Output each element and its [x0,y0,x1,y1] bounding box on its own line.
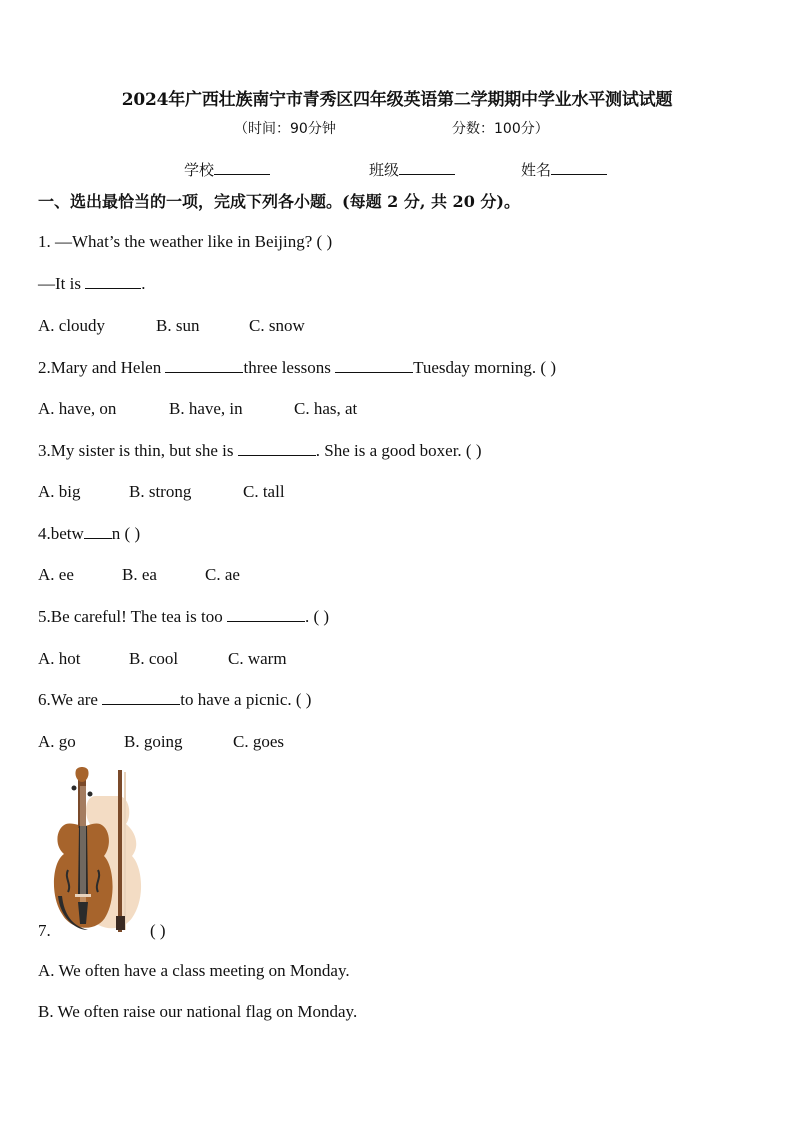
option-c: C. has, at [294,399,358,418]
section-heading: 一、选出最恰当的一项，完成下列各小题。(每题 2 分, 共 20 分)。 [38,192,520,211]
option-c: C. goes [233,732,284,751]
tuning-peg [72,786,77,791]
question-7-number: 7. [38,921,51,940]
option-c: C. tall [243,482,285,501]
question-7-option-a: A. We often have a class meeting on Monday. [38,961,350,980]
school-blank [214,160,270,175]
school-field [184,159,270,180]
option-a: A. ee [38,565,74,584]
bow-frog [116,916,125,930]
option-b: B. strong [129,482,192,501]
answer-blank [165,358,243,373]
bow-stick [118,770,122,932]
answer-blank [335,358,413,373]
time-info: （时间：90分钟 [234,121,336,137]
option-a: A. big [38,482,81,501]
option-c: C. ae [205,565,240,584]
answer-blank [227,607,305,622]
name-label: 姓名 [521,161,552,179]
question-7-paren: ( ) [150,921,166,940]
answer-blank [84,524,112,539]
option-c: C. warm [228,649,287,668]
option-b: B. cool [129,649,179,668]
option-a: A. go [38,732,76,751]
question-3-stem: 3.My sister is thin, but she is . She is a good boxer. ( ) [38,441,482,460]
option-a: A. have, on [38,399,117,418]
score-info: 分数：100分） [452,121,549,137]
tuning-peg [88,792,93,797]
violin-bridge [75,894,91,897]
option-a: A. cloudy [38,316,106,335]
option-c: C. snow [249,316,305,335]
class-field [369,159,455,180]
question-1-options [38,316,438,338]
question-1-line2: —It is . [38,274,146,293]
question-2-stem: 2.Mary and Helen three lessons Tuesday morning. ( ) [38,358,556,377]
violin-scroll [75,767,88,782]
answer-blank [102,690,180,705]
school-label: 学校 [184,161,215,179]
option-b: B. sun [156,316,200,335]
question-6-options [38,732,438,754]
question-2-options [38,399,438,421]
answer-blank [238,441,316,456]
option-a: A. hot [38,649,81,668]
answer-blank [85,274,141,289]
name-blank [551,160,607,175]
name-field [521,159,607,180]
question-5-options [38,649,438,671]
question-4-stem: 4.betw n ( ) [38,524,141,543]
question-5-stem: 5.Be careful! The tea is too . ( ) [38,607,330,626]
class-label: 班级 [369,161,400,179]
question-4-options [38,565,438,587]
question-3-options [38,482,438,504]
exam-title: 2024年广西壮族南宁市青秀区四年级英语第二学期期中学业水平测试试题 [121,90,673,110]
question-1-stem: 1. —What’s the weather like in Beijing? ( ) [38,232,333,251]
option-b: B. ea [122,565,157,584]
option-b: B. have, in [169,399,243,418]
violin-image [48,766,152,941]
question-7-option-b: B. We often raise our national flag on Monday. [38,1002,358,1021]
class-blank [399,160,455,175]
question-6-stem: 6.We are to have a picnic. ( ) [38,690,312,709]
option-b: B. going [124,732,183,751]
